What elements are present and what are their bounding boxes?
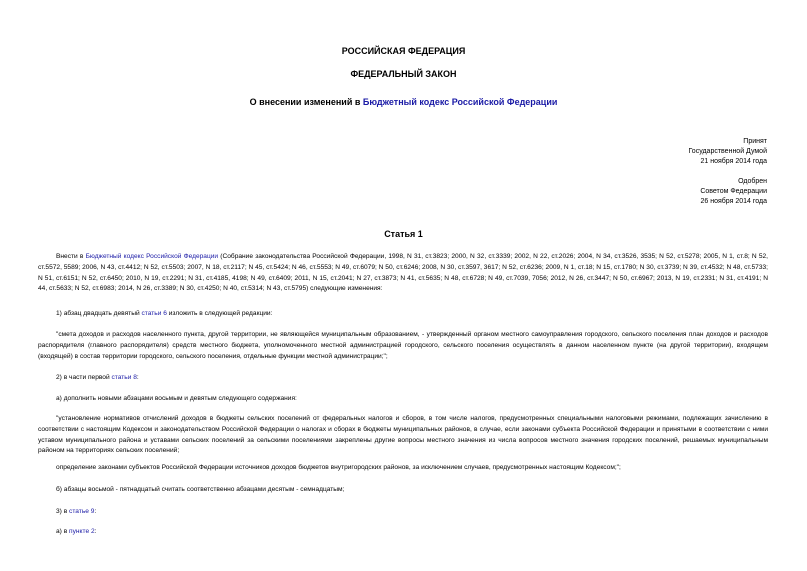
budget-code-link[interactable]: Бюджетный кодекс Российской Федерации	[362, 97, 558, 107]
item-1-prefix: 1) абзац двадцать девятый	[56, 310, 142, 317]
duma-adoption	[567, 137, 767, 167]
council-approval	[567, 177, 767, 207]
item-2b-text: б) абзацы восьмой - пятнадцатый считать соответственно абзацами десятым - семнадцатым;	[56, 486, 345, 493]
item-2b	[38, 485, 768, 496]
item-1	[38, 309, 768, 320]
article-8-link[interactable]: статьи 8	[111, 374, 137, 381]
quote-2-continuation	[38, 463, 768, 474]
item-3-suffix: :	[94, 508, 97, 515]
article-6-link[interactable]: статьи 6	[141, 310, 167, 317]
item-2a-text: а) дополнить новыми абзацами восьмым и девятым следующего содержания:	[56, 395, 297, 402]
intro-budget-code-link[interactable]: Бюджетный кодекс Российской Федерации	[85, 253, 219, 260]
quote-2-text: "установление нормативов отчислений доходов в бюджеты сельских поселений от федеральных налогов и сборов, в том числе налогов, предусмотренных специальными налоговыми режимами, подлежащих зачислению в соответствии с настоящим Кодексом и законодательством Российской Федерации о налогах и сборах в бюджеты муниципальных районов, в случае, если законами субъекта Российской Федерации и принятыми в соответствии с ними уставом муниципального района и уставами сельских поселений за сельскими поселениями закреплены другие вопросы местного значения из числа вопросов местного значения городских поселений, решаемых муниципальным районом на территориях сельских поселений;	[38, 415, 768, 455]
intro-prefix: Внести в	[56, 253, 86, 260]
quote-1	[38, 330, 768, 362]
quote-2	[38, 414, 768, 457]
law-title	[0, 97, 807, 107]
item-2-suffix: :	[136, 374, 139, 381]
law-title-prefix: О внесении изменений в	[249, 97, 363, 107]
approval-date: 26 ноября 2014 года	[700, 198, 767, 205]
approval-status: Одобрен	[738, 178, 767, 185]
adoption-date: 21 ноября 2014 года	[700, 158, 767, 165]
adoption-status: Принят	[743, 138, 767, 145]
intro-text: (Собрание законодательства Российской Федерации, 1998, N 31, ст.3823; 2000, N 32, ст.3339; 2002, N 22, ст.2026; 2004, N 34, ст.3526, 3535; N 52, ст.5278; 2005, N 1, ст.8; N 52, ст.5572, 5589; 2006, N 43, ст.4412; N 52, ст.5503; 2007, N 18, ст.2117; N 45, ст.5424; N 46, ст.5553; N 49, ст.6079; N 50, ст.6246; 2008, N 30, ст.3597, 3617; N 52, ст.6236; 2009, N 1, ст.18; N 15, ст.1780; N 30, ст.3739; N 39, ст.4532; N 48, ст.5733; N 51, ст.6151; N 52, ст.6450; 2010, N 19, ст.2291; N 31, ст.4185, 4198; N 49, ст.6409; 2011, N 15, ст.2041; N 27, ст.3873; N 41, ст.5635; N 48, ст.6728; N 49, ст.7039, 7056; 2012, N 26, ст.3447; N 50, ст.6967; 2013, N 19, ст.2331; N 31, ст.4191; N 44, ст.5633; N 52, ст.6983; 2014, N 26, ст.3389; N 30, ст.4250; N 40, ст.5314; N 43, ст.5795) следующие изменения:	[38, 253, 768, 293]
quote-2-continuation-text: определение законами субъектов Российской Федерации источников доходов бюджетов внутригородских районов, за исключением случаев, предусмотренных настоящим Кодексом;";	[56, 464, 621, 471]
intro-paragraph	[38, 252, 768, 295]
law-type-heading: ФЕДЕРАЛЬНЫЙ ЗАКОН	[350, 69, 457, 79]
item-2a	[38, 394, 768, 405]
article-title: Статья 1	[384, 229, 423, 239]
clause-2-link[interactable]: пункте 2	[69, 528, 95, 535]
item-3a-suffix: :	[94, 528, 97, 535]
item-3a-prefix: а) в	[56, 528, 70, 535]
adoption-body: Государственной Думой	[688, 148, 767, 155]
quote-1-text: "смета доходов и расходов населенного пункта, другой территории, не являющейся муниципальным образованием, - утвержденный органом местного самоуправления городского, сельского поселения план доходов и расходов распорядителя (главного распорядителя) средств местного бюджета, уполномоченного местной администрацией городского, сельского поселения осуществлять в данном населенном пункте (на другой территории), входящем (входящей) в состав территории городского, сельского поселения, отдельные функции местной администрации;";	[38, 331, 768, 360]
country-heading: РОССИЙСКАЯ ФЕДЕРАЦИЯ	[341, 46, 466, 56]
item-3a	[38, 527, 768, 538]
item-3-prefix: 3) в	[56, 508, 70, 515]
item-2-prefix: 2) в части первой	[56, 374, 112, 381]
item-3	[38, 507, 768, 518]
approval-body: Советом Федерации	[700, 188, 767, 195]
item-1-suffix: изложить в следующей редакции:	[166, 310, 273, 317]
item-2	[38, 373, 768, 384]
article-9-link[interactable]: статье 9	[69, 508, 95, 515]
